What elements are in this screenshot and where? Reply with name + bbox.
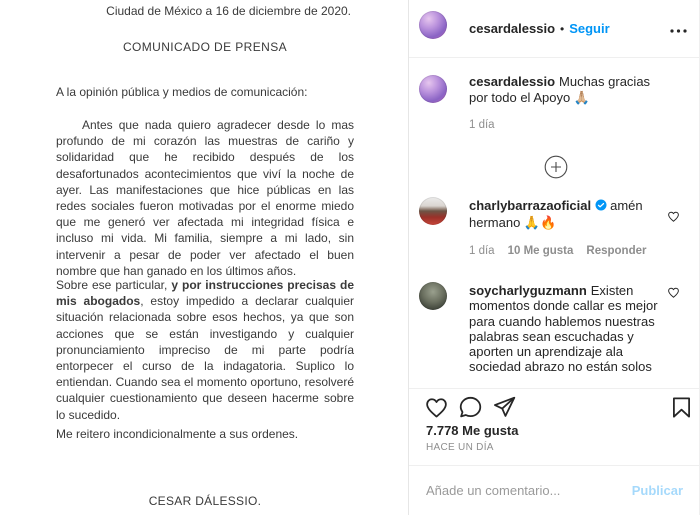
caption-text: Muchas gracias por todo el Apoyo 🙏🏼 bbox=[469, 74, 651, 105]
publish-button[interactable]: Publicar bbox=[631, 483, 683, 498]
comment-username-link[interactable]: charlybarrazaoficial bbox=[469, 198, 592, 213]
actions-divider bbox=[409, 388, 699, 389]
comment-meta-row bbox=[469, 245, 646, 257]
paper-plane-icon bbox=[492, 408, 517, 423]
paragraph-2-bold-text: y por instrucciones precisas de mis abogados bbox=[56, 278, 354, 309]
speech-bubble-icon bbox=[458, 408, 483, 423]
comment-avatar[interactable] bbox=[419, 197, 447, 225]
load-more-comments-button[interactable] bbox=[544, 155, 568, 179]
header-divider bbox=[409, 57, 699, 58]
document-paragraph-1: Antes que nada quiero agradecer desde lo mas profundo de mi corazón las muestras de cariño y solidaridad que he recibido después de los desafortunados acontecimientos que viví la noche de ayer. Las manifestaciones que hice públicas en las redes sociales fueron motivadas por el enorme miedo que me generó ver afectada mi integridad física e incluso mi vida. Mi familia, siempre a mi lado, sin intervenir a pesar de poder ver afectado el buen nombre que han ganado en los últimos años. bbox=[56, 118, 354, 278]
document-signature: CESAR DÁLESSIO. bbox=[148, 494, 262, 508]
save-button[interactable] bbox=[669, 395, 694, 420]
comment-text: Existen momentos donde callar es mejor para cuando hablemos nuestras palabras sean escuchadas y aporten un aprendizaje ala sociedad abrazo no están solos bbox=[469, 283, 658, 375]
comment-likes-button[interactable]: 10 Me gusta bbox=[507, 245, 574, 257]
header-dot-separator: • bbox=[560, 21, 565, 36]
comment-username-link[interactable]: soycharlyguzmann bbox=[469, 283, 587, 298]
comment-timestamp: 1 día bbox=[469, 245, 495, 257]
author-username-link[interactable]: cesardalessio bbox=[469, 21, 556, 36]
comment-item bbox=[469, 283, 665, 375]
paragraph-2-prefix: Sobre ese particular, bbox=[56, 278, 172, 292]
ellipsis-icon bbox=[670, 21, 687, 36]
like-comment-button[interactable] bbox=[665, 286, 681, 302]
plus-circle-icon bbox=[544, 167, 568, 182]
paragraph-2-suffix: , estoy impedido a declarar cualquier situación relacionada sobre esos hechos, ya que son acciones que se están investigando y cualquier pronunciamiento impreciso de mi parte podría entorpecer el curso de la indagatoria. Suplico lo entiendan. Cuando sea el momento oportuno, resolveré cualquier cuestionamiento que deseen hacerme sobre lo sucedido. bbox=[56, 294, 354, 422]
document-salutation: A la opinión pública y medios de comunicación: bbox=[56, 85, 308, 99]
caption-username-link[interactable]: cesardalessio bbox=[469, 74, 556, 89]
comment-avatar[interactable] bbox=[419, 282, 447, 310]
small-heart-outline-icon bbox=[667, 211, 680, 226]
document-date-line: Ciudad de México a 16 de diciembre de 2020. bbox=[106, 4, 351, 18]
document-title: COMUNICADO DE PRENSA bbox=[122, 40, 288, 54]
comment-text: amén hermano 🙏🔥 bbox=[469, 198, 643, 230]
post-likes-count[interactable]: 7.778 Me gusta bbox=[426, 423, 519, 438]
follow-button[interactable]: Seguir bbox=[569, 21, 610, 36]
comment-input[interactable] bbox=[426, 483, 632, 498]
caption-timestamp: 1 día bbox=[469, 119, 495, 131]
post-timestamp: HACE UN DÍA bbox=[426, 442, 494, 453]
post-header bbox=[469, 0, 610, 57]
small-heart-outline-icon bbox=[667, 287, 680, 302]
caption-avatar[interactable] bbox=[419, 75, 447, 103]
heart-outline-icon bbox=[424, 408, 449, 423]
like-comment-button[interactable] bbox=[665, 210, 681, 226]
verified-badge-icon bbox=[595, 199, 607, 215]
bookmark-icon bbox=[669, 408, 694, 423]
document-paragraph-2 bbox=[56, 277, 354, 423]
document-closing-line: Me reitero incondicionalmente a sus ordenes. bbox=[56, 427, 299, 441]
comment-reply-button[interactable]: Responder bbox=[586, 245, 647, 257]
like-button[interactable] bbox=[424, 395, 449, 420]
comment-item bbox=[469, 198, 663, 230]
author-avatar[interactable] bbox=[419, 11, 447, 39]
comments-panel bbox=[408, 0, 700, 515]
comment-button[interactable] bbox=[458, 395, 483, 420]
post-caption bbox=[469, 74, 667, 105]
add-comment-row bbox=[409, 466, 699, 515]
share-button[interactable] bbox=[492, 395, 517, 420]
more-options-button[interactable] bbox=[666, 21, 690, 35]
